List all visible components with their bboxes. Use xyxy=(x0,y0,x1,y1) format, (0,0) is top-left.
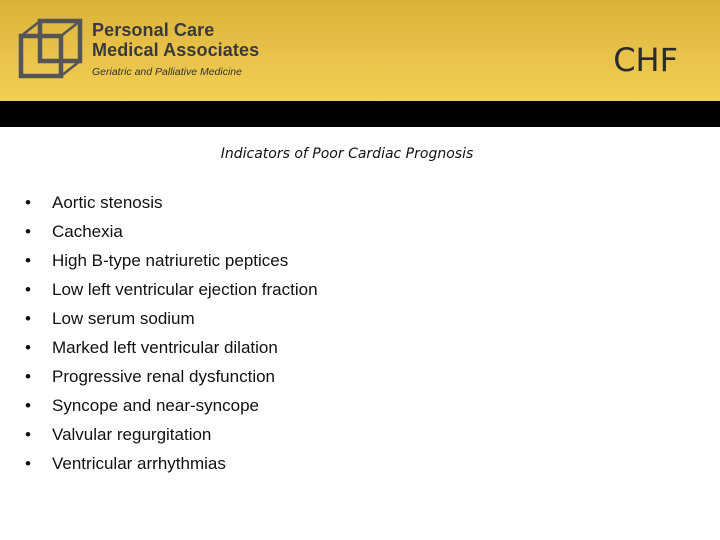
list-item-text: High B-type natriuretic peptices xyxy=(52,251,289,270)
header-divider-bar xyxy=(0,101,720,127)
list-item-text: Marked left ventricular dilation xyxy=(52,338,278,357)
cube-outline-icon xyxy=(18,18,84,80)
bullet-marker: • xyxy=(25,367,31,386)
bullet-marker: • xyxy=(25,251,31,270)
bullet-marker: • xyxy=(25,454,31,473)
org-name-line2: Medical Associates xyxy=(92,40,260,60)
list-item-text: Cachexia xyxy=(52,222,123,241)
header-banner xyxy=(0,0,720,101)
list-item-text: Progressive renal dysfunction xyxy=(52,367,276,386)
bullet-marker: • xyxy=(25,309,31,328)
bullet-marker: • xyxy=(25,280,31,299)
slide-title: CHF xyxy=(613,41,678,79)
bullet-marker: • xyxy=(25,338,31,357)
list-item-text: Low left ventricular ejection fraction xyxy=(52,280,318,299)
bullet-marker: • xyxy=(25,425,31,444)
list-item-text: Syncope and near-syncope xyxy=(52,396,259,415)
list-item-text: Aortic stenosis xyxy=(52,193,163,212)
bullet-marker: • xyxy=(25,222,31,241)
bullet-marker: • xyxy=(25,396,31,415)
list-item-text: Low serum sodium xyxy=(52,309,195,328)
list-item-text: Ventricular arrhythmias xyxy=(52,454,226,473)
org-name-line1: Personal Care xyxy=(92,20,215,40)
slide-subtitle: Indicators of Poor Cardiac Prognosis xyxy=(220,146,474,162)
list-item-text: Valvular regurgitation xyxy=(52,425,212,444)
org-tagline: Geriatric and Palliative Medicine xyxy=(92,66,242,78)
bullet-marker: • xyxy=(25,193,31,212)
